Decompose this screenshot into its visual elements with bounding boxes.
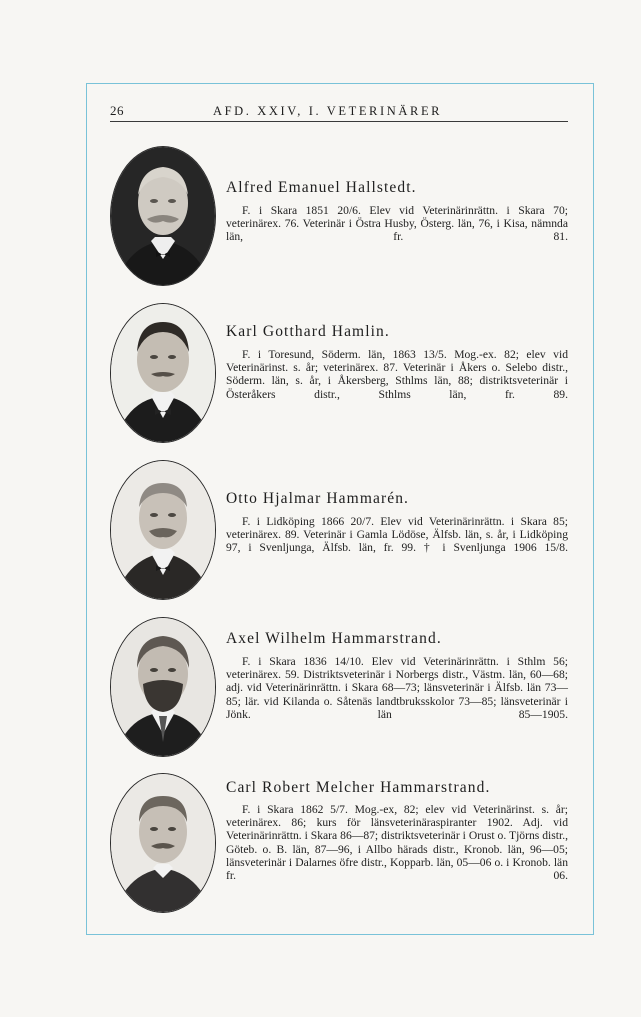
page-number: 26 bbox=[110, 103, 124, 118]
header-rule bbox=[110, 121, 568, 122]
portrait-photo bbox=[110, 617, 216, 757]
portrait-photo bbox=[110, 460, 216, 600]
portrait-image bbox=[111, 774, 215, 912]
biography-entry bbox=[110, 303, 572, 443]
person-biography: F. i Skara 1862 5/7. Mog.-ex, 82; elev vid Veterinärinst. s. år; veterinärex. 86; kurs för länsveterinäraspiranter 1902. Adj. vid Veterinärinrättn. i Skara 86—87; distriktsveterinär i Orust o. Tjörns distr., Göteb. o. B. län, 87—96, i Allbo härads distr., Kronob. län, 96—05; länsveterinär i Dalarnes öfre distr., Kopparb. län, 05—06 o. i Kronob. län fr. 06. bbox=[226, 803, 568, 883]
portrait-image bbox=[111, 461, 215, 599]
person-name: Carl Robert Melcher Hammarstrand. bbox=[226, 779, 491, 796]
page-header bbox=[110, 103, 568, 121]
portrait-image bbox=[111, 618, 215, 756]
portrait-photo bbox=[110, 146, 216, 286]
person-biography: F. i Toresund, Söderm. län, 1863 13/5. Mog.-ex. 82; elev vid Veterinärinst. s. år; veterinärex. 87. Veterinär i Åkers o. Selebo distr., Söderm. län, s. år, i Åkersberg, Sthlms län, 88; distriktsveterinär i Österåkers distr., Sthlms län, fr. 89. bbox=[226, 348, 568, 401]
biography-entry bbox=[110, 146, 572, 286]
person-name: Karl Gotthard Hamlin. bbox=[226, 323, 390, 340]
portrait-image bbox=[111, 304, 215, 442]
portrait-image bbox=[111, 147, 215, 285]
person-name: Axel Wilhelm Hammarstrand. bbox=[226, 630, 442, 647]
person-biography: F. i Lidköping 1866 20/7. Elev vid Veterinärinrättn. i Skara 85; veterinärex. 89. Veterinär i Gamla Lödöse, Älfsb. län, s. år, i Lidköping 97, i Svenljunga, Älfsb. län, fr. 99. † i Svenljunga 1906 15/8. bbox=[226, 515, 568, 555]
running-head: AFD. XXIV, I. VETERINÄRER bbox=[213, 104, 443, 118]
portrait-photo bbox=[110, 303, 216, 443]
biography-entry bbox=[110, 773, 572, 913]
person-name: Otto Hjalmar Hammarén. bbox=[226, 490, 410, 507]
biography-entry bbox=[110, 460, 572, 600]
person-name: Alfred Emanuel Hallstedt. bbox=[226, 179, 417, 196]
portrait-photo bbox=[110, 773, 216, 913]
person-biography: F. i Skara 1851 20/6. Elev vid Veterinärinrättn. i Skara 70; veterinärex. 76. Veterinär i Östra Husby, Österg. län, 76, i Kisa, nämnda län, fr. 81. bbox=[226, 204, 568, 244]
biography-entry bbox=[110, 617, 572, 757]
person-biography: F. i Skara 1836 14/10. Elev vid Veterinärinrättn. i Sthlm 56; veterinärex. 59. Distriktsveterinär i Norbergs distr., Västm. län, 60—68; adj. vid Veterinärinrättn. i Skara 68—73; länsveterinär i Älfsb. län 73—85; lär. vid Kilanda o. Såtenäs landtbruksskolor 73—85; länsveterinär i Jönk. län 85—1905. bbox=[226, 655, 568, 721]
